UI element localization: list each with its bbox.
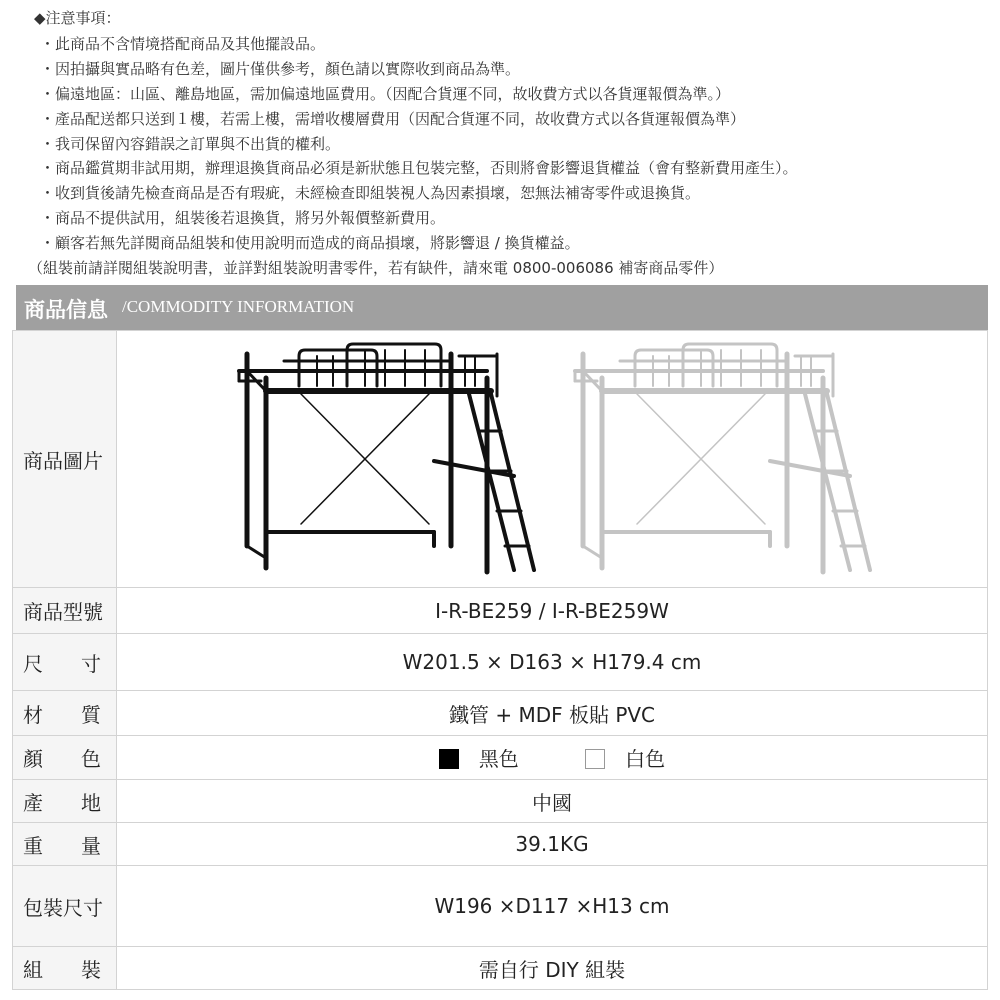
origin-label: 產 地 — [13, 780, 117, 823]
note-item: ・商品鑑賞期非試用期，辦理退換貨商品必須是新狀態且包裝完整，否則將會影響退貨權益（會有整新費用產生）。 — [40, 159, 798, 177]
color-option-black: 黑色 — [439, 743, 519, 772]
info-title-en: /COMMODITY INFORMATION — [122, 297, 355, 316]
info-title-zh: 商品信息 — [24, 298, 108, 322]
table-row — [13, 866, 988, 947]
assembly-value: 需自行 DIY 組裝 — [117, 947, 988, 990]
product-images — [117, 331, 988, 588]
notes-footer: （組裝前請詳閱組裝說明書，並詳對組裝說明書零件，若有缺件，請來電 0800-006086 補寄商品零件） — [28, 259, 724, 277]
note-item: ・此商品不含情境搭配商品及其他擺設品。 — [40, 35, 326, 53]
color-value — [117, 736, 988, 780]
table-row — [13, 691, 988, 736]
model-label: 商品型號 — [13, 588, 117, 634]
note-item: ・偏遠地區：山區、離島地區，需加偏遠地區費用。（因配合貨運不同，故收費方式以各貨運報價為準。） — [40, 85, 731, 103]
notes-title: ◆注意事項： — [34, 9, 121, 27]
image-label: 商品圖片 — [13, 331, 117, 588]
note-item: ・我司保留內容錯誤之訂單與不出貨的權利。 — [40, 135, 341, 153]
black-swatch — [439, 749, 459, 769]
white-loft-bed-image — [565, 336, 875, 582]
table-row — [13, 634, 988, 691]
note-item: ・顧客若無先詳閱商品組裝和使用說明而造成的商品損壞，將影響退 / 換貨權益。 — [40, 234, 580, 252]
color-label: 顏 色 — [13, 736, 117, 780]
package-value: W196 ×D117 ×H13 cm — [117, 866, 988, 947]
table-row — [13, 588, 988, 634]
model-value: I-R-BE259 / I-R-BE259W — [117, 588, 988, 634]
package-label: 包裝尺寸 — [13, 866, 117, 947]
material-value: 鐵管 + MDF 板貼 PVC — [117, 691, 988, 736]
table-row — [13, 780, 988, 823]
material-label: 材 質 — [13, 691, 117, 736]
table-row — [13, 823, 988, 866]
table-row — [13, 947, 988, 990]
white-swatch — [585, 749, 605, 769]
weight-value: 39.1KG — [117, 823, 988, 866]
size-label: 尺 寸 — [13, 634, 117, 691]
table-row — [13, 736, 988, 780]
size-value: W201.5 × D163 × H179.4 cm — [117, 634, 988, 691]
origin-value: 中國 — [117, 780, 988, 823]
color-option-white: 白色 — [585, 743, 665, 772]
note-item: ・商品不提供試用，組裝後若退換貨，將另外報價整新費用。 — [40, 209, 446, 227]
note-item: ・收到貨後請先檢查商品是否有瑕疵，未經檢查即組裝視人為因素損壞，恕無法補寄零件或退換貨。 — [40, 184, 701, 202]
assembly-label: 組 裝 — [13, 947, 117, 990]
note-item: ・產品配送都只送到１樓，若需上樓，需增收樓層費用（因配合貨運不同，故收費方式以各貨運報價為準） — [40, 110, 746, 128]
note-item: ・因拍攝與實品略有色差，圖片僅供參考，顏色請以實際收到商品為準。 — [40, 60, 521, 78]
black-loft-bed-image — [229, 336, 539, 582]
spec-table — [12, 330, 988, 990]
commodity-info-header — [12, 285, 988, 330]
weight-label: 重 量 — [13, 823, 117, 866]
table-row — [13, 331, 988, 588]
